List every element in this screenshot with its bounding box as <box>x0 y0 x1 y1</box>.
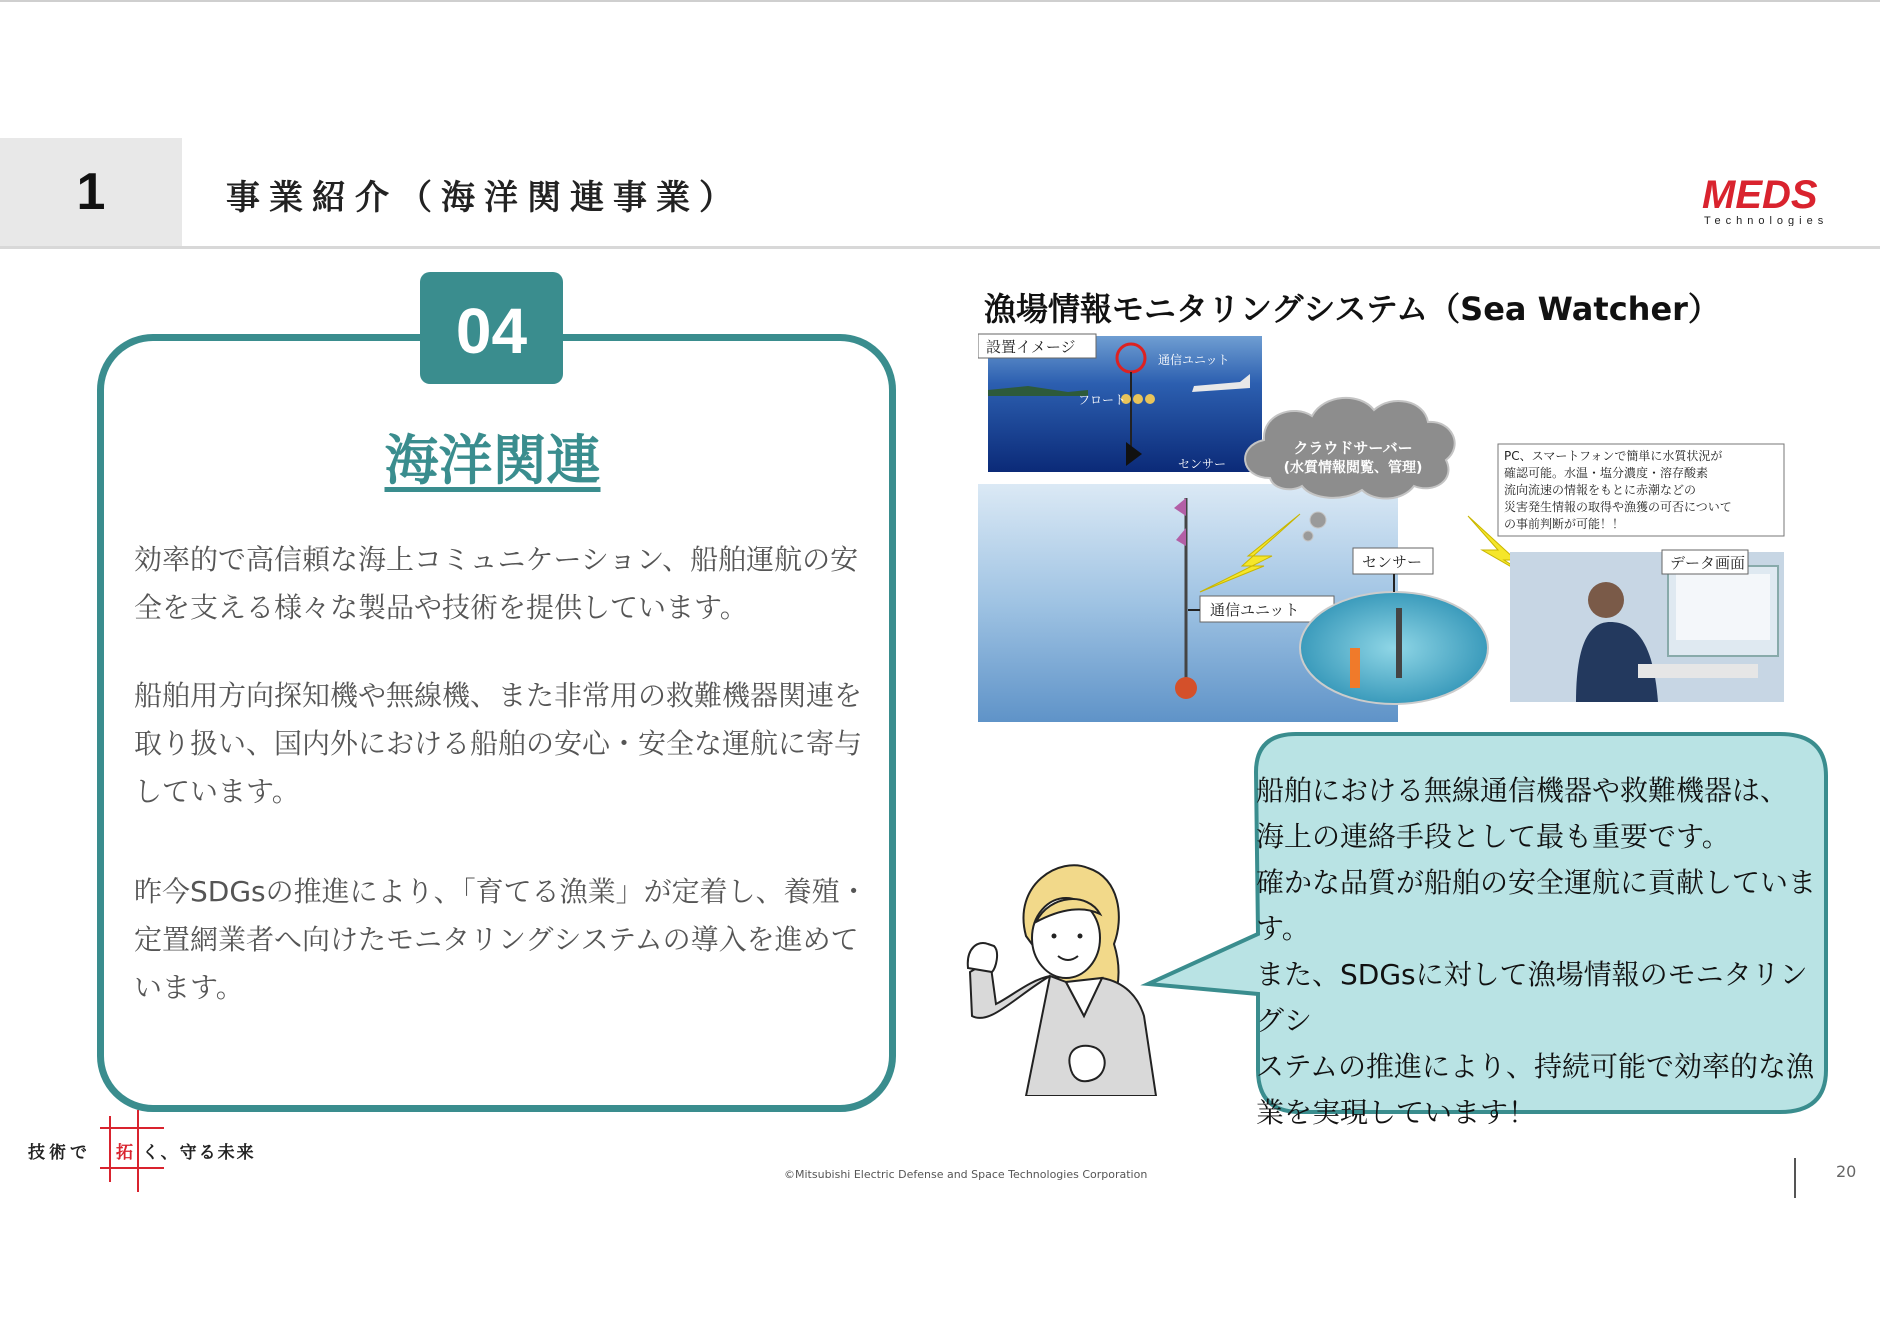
svg-text:通信ユニット: 通信ユニット <box>1158 353 1230 367</box>
card-paragraph-1: 効率的で高信頼な海上コミュニケーション、船舶運航の安全を支える様々な製品や技術を提供しています。 <box>134 543 859 624</box>
card-badge: 04 <box>420 272 563 384</box>
header-divider <box>0 246 1880 249</box>
svg-text:フロート: フロート <box>1078 393 1127 407</box>
svg-text:センサー: センサー <box>1178 457 1227 471</box>
svg-text:PC、スマートフォンで簡単に水質状況が 確認可能。水: PC、スマートフォンで簡単に水質状況が 確認可能。水温・塩分濃度・溶存酸素 流向流速の情報をもとに赤潮などの 災害発生情報の取得や漁獲の可否について の事前判断が可能！！ <box>1504 449 1732 531</box>
comm-unit-label: 通信ユニット <box>1210 601 1300 619</box>
speech-line: 海上の連絡手段として最も重要です。 <box>1256 820 1730 853</box>
top-border <box>0 0 1880 2</box>
businesswoman-illustration <box>966 856 1166 1096</box>
slogan-mark: 拓 <box>116 1143 133 1163</box>
install-image-label: 設置イメージ <box>986 338 1076 356</box>
sea-watcher-title: 漁場情報モニタリングシステム（Sea Watcher） <box>984 290 1720 328</box>
speech-line: す。 <box>1256 912 1310 945</box>
speech-line: ステムの推進により、持続可能で効率的な漁 <box>1256 1050 1815 1083</box>
logo-text: MEDS <box>1702 174 1818 217</box>
speech-line: また、SDGsに対して漁場情報のモニタリングシ <box>1256 958 1808 1037</box>
slogan-post: く、守る未来 <box>142 1143 256 1163</box>
slogan-pre: 技術で <box>28 1143 91 1163</box>
card-paragraph-2: 船舶用方向探知機や無線機、また非常用の救難機器関連を取り扱い、国内外における船舶の安心・安全な運航に寄与しています。 <box>134 679 863 808</box>
buoy <box>1175 677 1197 699</box>
speech-line: 確かな品質が船舶の安全運航に貢献していま <box>1256 866 1817 899</box>
speech-line: 業を実現しています！ <box>1256 1096 1537 1129</box>
section-number: 1 <box>76 163 106 221</box>
underwater-sensor-view <box>1300 592 1488 704</box>
cloud-label-2: (水質情報閲覧、管理) <box>1283 460 1423 476</box>
sensor-label: センサー <box>1362 553 1423 571</box>
logo-subtext: Technologies <box>1704 215 1829 226</box>
cloud-label-1: クラウドサーバー <box>1293 439 1413 457</box>
page-divider <box>1794 1158 1796 1198</box>
card-paragraph-3: 昨今SDGsの推進により、「育てる漁業」が定着し、養殖・定置網業者へ向けたモニタリングシステムの導入を進めています。 <box>134 875 868 1004</box>
copyright: ©Mitsubishi Electric Defense and Space Technologies Corporation <box>784 1168 1148 1181</box>
slogan-logo <box>26 1106 266 1198</box>
section-title: 事業紹介（海洋関連事業） <box>226 178 742 218</box>
speech-text <box>1256 768 1816 1136</box>
page-number: 20 <box>1836 1162 1857 1181</box>
data-screen-label: データ画面 <box>1670 554 1746 572</box>
card-title: 海洋関連 <box>384 429 601 492</box>
sea-watcher-diagram <box>978 330 1788 730</box>
meds-logo <box>1700 174 1860 226</box>
speech-line: 船舶における無線通信機器や救難機器は、 <box>1256 774 1789 807</box>
